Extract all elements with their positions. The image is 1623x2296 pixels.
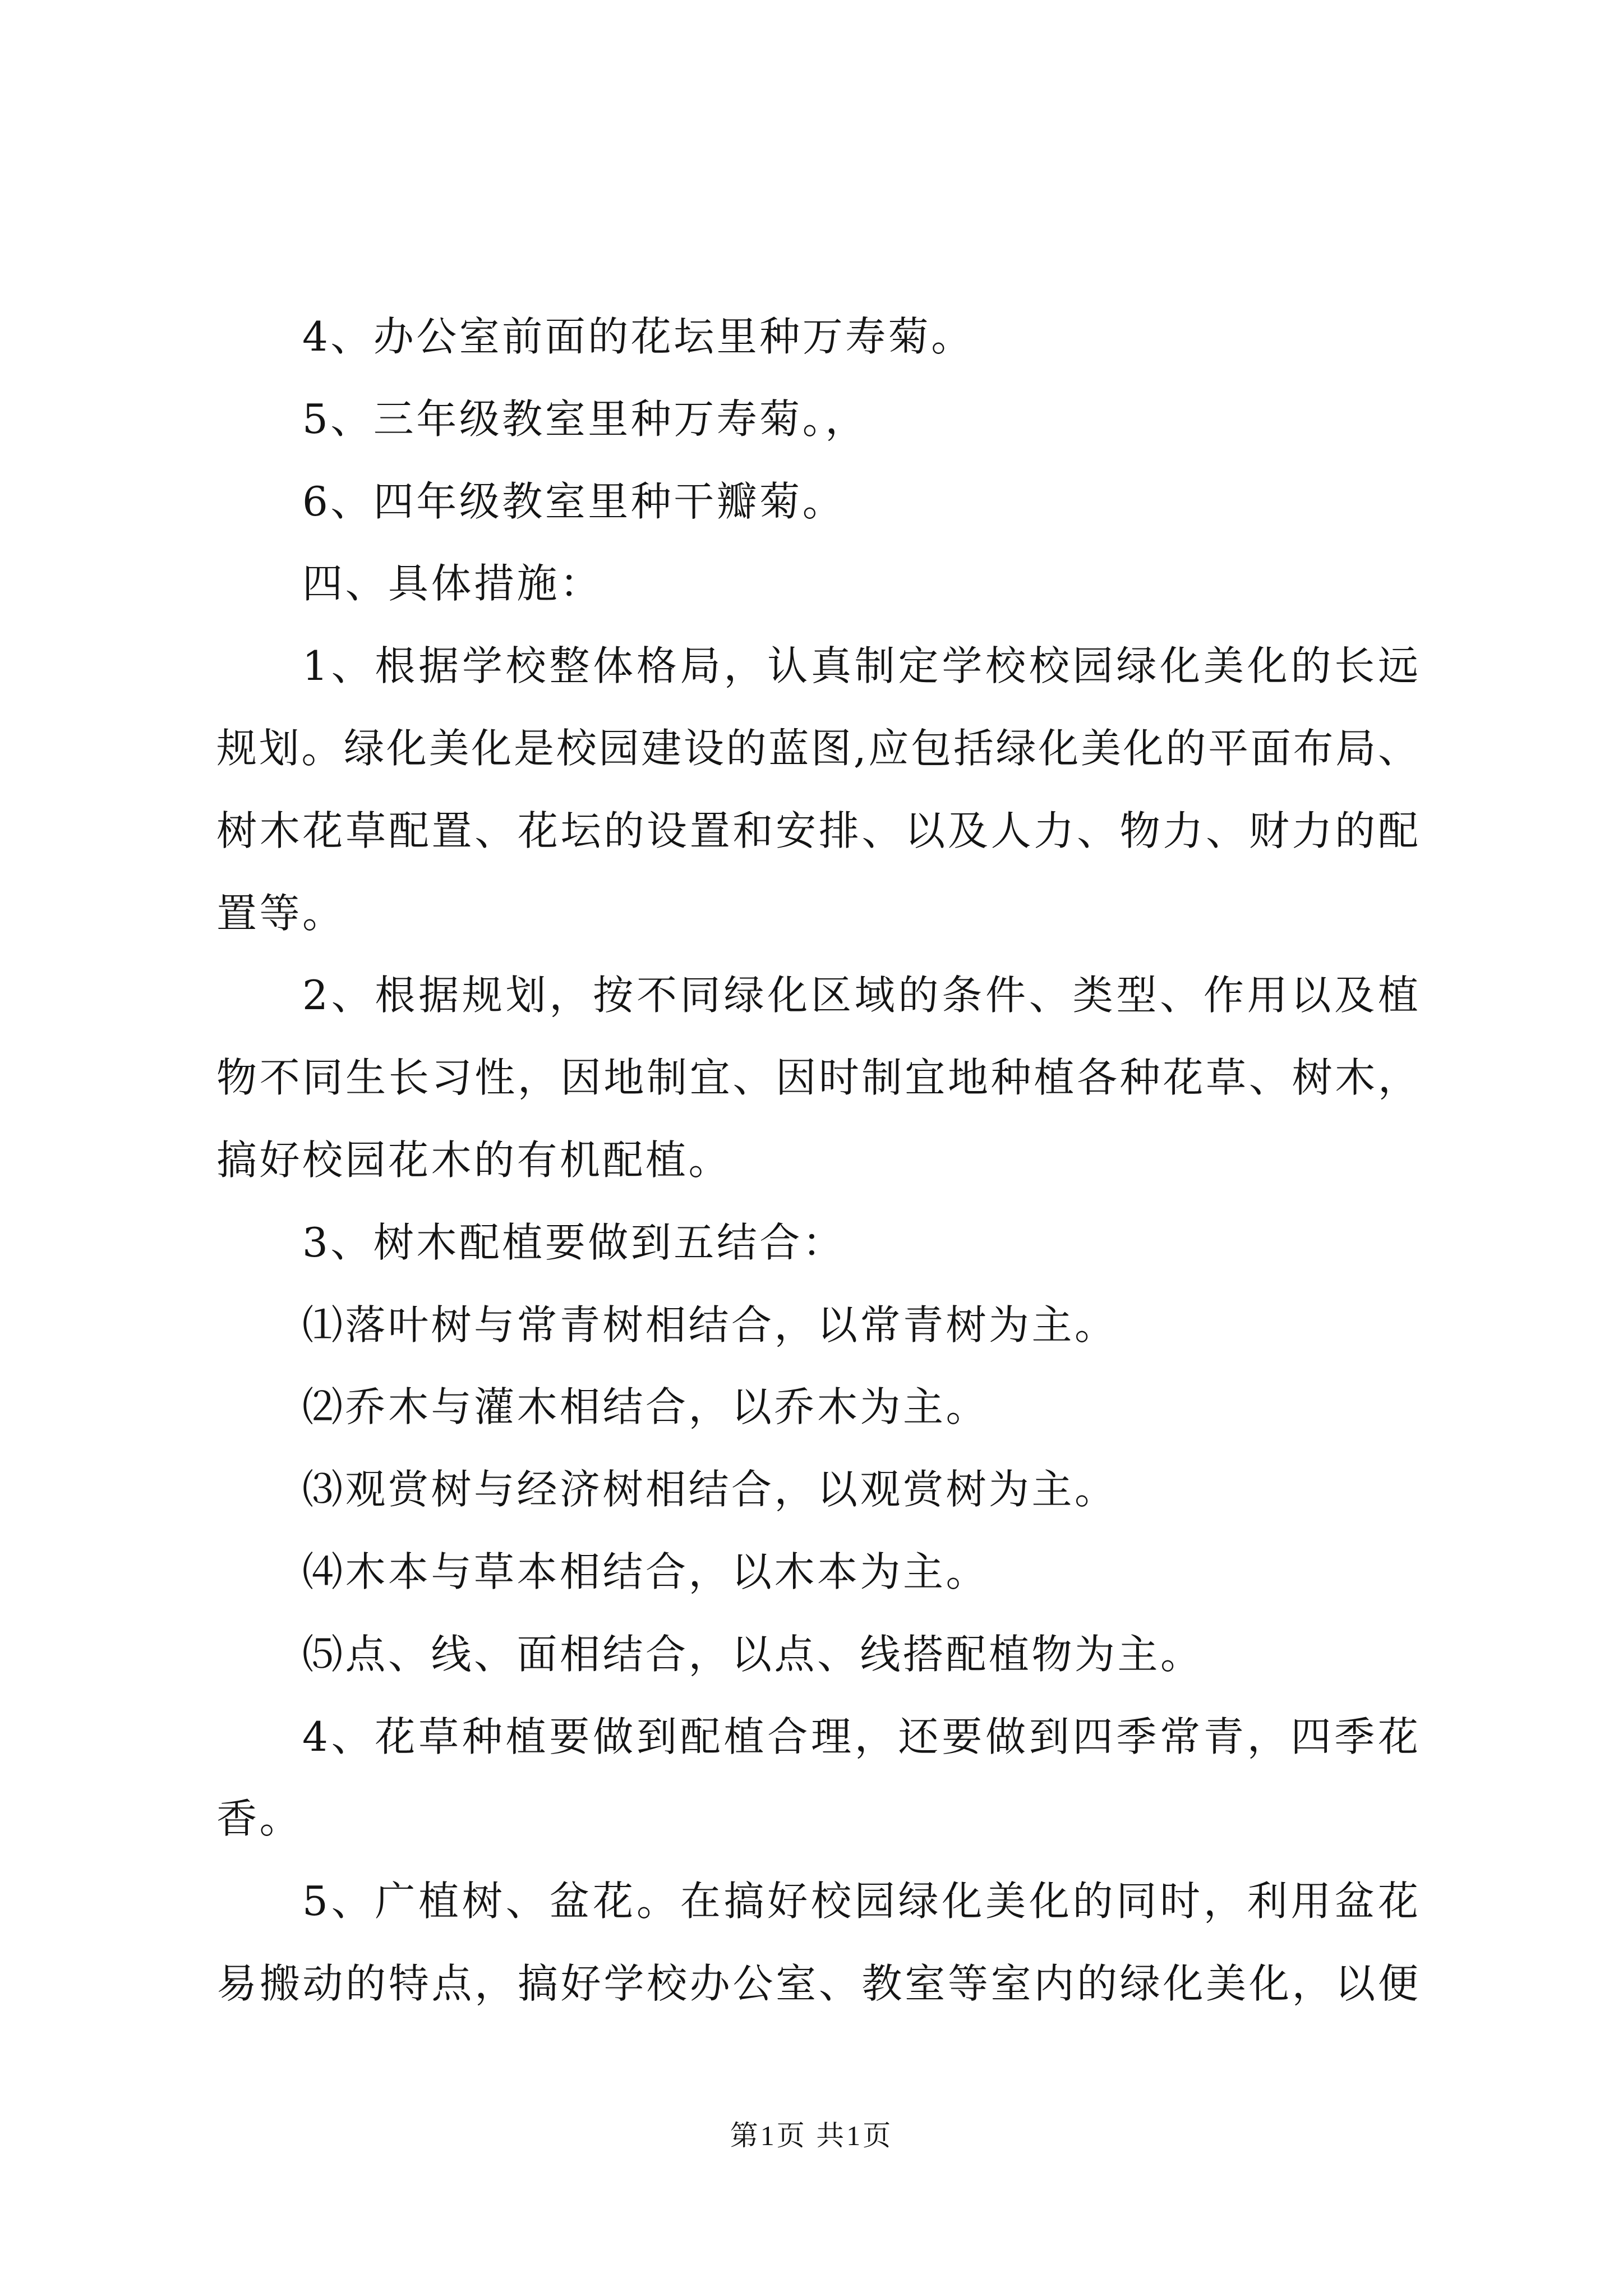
text-line-content: 2、根据规划，按不同绿化区域的条件、类型、作用以及植	[302, 972, 1418, 1019]
text-line-content: 搞好校园花木的有机配植。	[216, 1136, 732, 1184]
text-line	[216, 707, 1418, 790]
text-line	[216, 1037, 1418, 1119]
paragraph	[216, 1448, 1418, 1531]
paragraph	[216, 542, 1418, 625]
paragraph	[216, 461, 1418, 543]
paragraph	[216, 954, 1418, 1201]
text-line	[216, 790, 1418, 872]
paragraph	[216, 296, 1418, 378]
text-line	[216, 872, 1418, 955]
text-line-content: 1、根据学校整体格局，认真制定学校校园绿化美化的长远	[302, 642, 1418, 690]
text-line-content: ⑷木本与草本相结合，以木本为主。	[302, 1548, 989, 1595]
paragraph	[216, 625, 1418, 954]
text-line	[216, 1943, 1418, 2025]
text-line-content: 4、办公室前面的花坛里种万寿菊。	[302, 313, 974, 360]
text-line-content: 4、花草种植要做到配植合理，还要做到四季常青，四季花	[302, 1713, 1418, 1760]
text-line-content: 5、三年级教室里种万寿菊。，	[302, 395, 868, 443]
text-line	[216, 1696, 1418, 1778]
text-line	[216, 1448, 1418, 1531]
text-line	[216, 378, 1418, 461]
paragraph	[216, 1284, 1418, 1366]
text-line-content: ⑴落叶树与常青树相结合，以常青树为主。	[302, 1301, 1118, 1349]
paragraph	[216, 1202, 1418, 1284]
text-line-content: 3、树木配植要做到五结合：	[302, 1218, 846, 1266]
text-line	[216, 1119, 1418, 1202]
text-line-content: 香。	[216, 1795, 303, 1843]
paragraph	[216, 378, 1418, 461]
text-line	[216, 625, 1418, 707]
paragraph	[216, 1860, 1418, 2025]
text-line-content: 物不同生长习性，因地制宜、因时制宜地种植各种花草、树木，	[216, 1054, 1418, 1102]
text-line-content: 置等。	[216, 889, 345, 937]
text-line	[216, 954, 1418, 1037]
text-line-content: 5、广植树、盆花。在搞好校园绿化美化的同时，利用盆花	[302, 1878, 1418, 1925]
page-footer: 第1页 共1页	[730, 2120, 893, 2151]
paragraph	[216, 1696, 1418, 1861]
text-line-content: 6、四年级教室里种干瓣菊。	[302, 477, 846, 525]
text-line-content: 树木花草配置、花坛的设置和安排、以及人力、物力、财力的配	[216, 807, 1418, 854]
text-line-content: 易搬动的特点，搞好学校办公室、教室等室内的绿化美化，以便	[216, 1959, 1418, 2007]
text-line-content: ⑵乔木与灌木相结合，以乔木为主。	[302, 1383, 989, 1431]
text-line-content: 规划。绿化美化是校园建设的蓝图,应包括绿化美化的平面布局、	[216, 724, 1418, 772]
text-line	[216, 296, 1418, 378]
paragraph	[216, 1531, 1418, 1613]
text-line	[216, 1860, 1418, 1943]
text-line	[216, 1613, 1418, 1696]
text-line-content: 四、具体措施：	[302, 560, 603, 608]
text-line-content: ⑶观赏树与经济树相结合，以观赏树为主。	[302, 1466, 1118, 1513]
text-line	[216, 1778, 1418, 1860]
paragraph	[216, 1366, 1418, 1448]
text-line	[216, 461, 1418, 543]
body-text	[216, 296, 1418, 2025]
text-line	[216, 1531, 1418, 1613]
text-line-content: ⑸点、线、面相结合，以点、线搭配植物为主。	[302, 1630, 1204, 1678]
text-line	[216, 1366, 1418, 1448]
text-line	[216, 1202, 1418, 1284]
text-line	[216, 1284, 1418, 1366]
paragraph	[216, 1613, 1418, 1696]
text-line	[216, 542, 1418, 625]
